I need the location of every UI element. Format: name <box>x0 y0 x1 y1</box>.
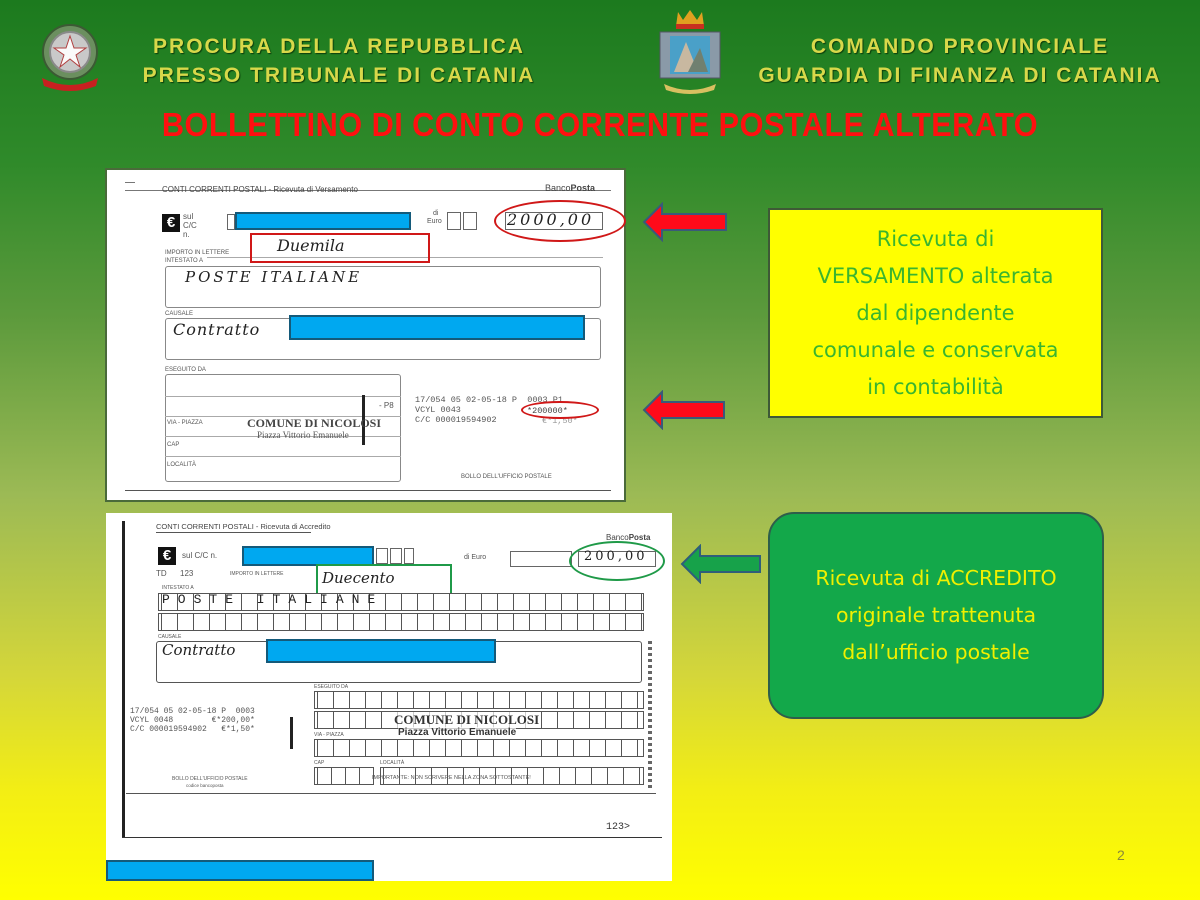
stamp-address: Piazza Vittorio Emanuele <box>398 727 517 738</box>
p8-mark: - P8 <box>379 401 394 410</box>
receipt-header: CONTI CORRENTI POSTALI - Ricevuta di Versamento <box>162 185 358 194</box>
redacted-account-number <box>235 212 411 230</box>
euro-label-top: di <box>433 210 439 217</box>
euro-label: di Euro <box>464 554 487 561</box>
print-fee: €*1,50* <box>542 416 578 426</box>
redacted-account-number <box>242 546 374 566</box>
guardia-di-finanza-crest-icon <box>656 6 724 94</box>
brand-prefix: Banco <box>606 533 629 542</box>
divider <box>125 490 611 491</box>
print-line-3: C/C 000019594902 <box>415 415 497 425</box>
divider <box>165 456 401 457</box>
cap-label: CAP <box>314 760 325 766</box>
account-cell <box>227 214 235 230</box>
red-highlight-ellipse <box>521 401 599 419</box>
amount-cell <box>447 212 461 230</box>
euro-icon: € <box>158 547 176 565</box>
warning-text: IMPORTANTE: NON SCRIVERE NELLA ZONA SOTTOSTANTE! <box>372 775 531 781</box>
receipt-versamento <box>105 168 626 502</box>
print-line-1: 17/054 05 02-05-18 P 0003 <box>130 707 255 716</box>
header-left-line1: PROCURA DELLA REPUBBLICA <box>153 35 525 58</box>
divider <box>126 793 656 794</box>
cap-cells-row <box>314 767 374 785</box>
redacted-bottom-field <box>106 860 374 881</box>
bollo-label: BOLLO DELL'UFFICIO POSTALE <box>172 776 248 782</box>
print-line-1: 17/054 05 02-05-18 P 0003 P1 <box>415 395 563 405</box>
callout-line: VERSAMENTO alterata <box>817 263 1054 288</box>
causale-label: CAUSALE <box>158 634 182 640</box>
via-label: VIA - PIAZZA <box>314 732 344 738</box>
callout-line: in contabilità <box>867 374 1004 399</box>
divider <box>122 837 662 838</box>
redacted-causale <box>289 315 585 340</box>
ink-mark <box>290 717 293 749</box>
eseguito-cells-row-1 <box>314 691 644 709</box>
slide-number: 2 <box>1117 847 1125 863</box>
green-arrow-left-icon <box>680 544 762 589</box>
callout-line: Ricevuta di ACCREDITO <box>815 566 1057 590</box>
eseguito-label: ESEGUITO DA <box>314 684 349 690</box>
stamp-municipality: COMUNE DI NICOLOSI <box>394 712 540 727</box>
print-line-3: C/C 000019594902 €*1,50* <box>130 725 255 734</box>
brand-suffix: Posta <box>570 183 596 193</box>
print-amount: *200000* <box>527 406 568 416</box>
italian-republic-emblem-icon <box>38 22 102 94</box>
divider <box>165 396 401 397</box>
receipt-accredito <box>106 513 672 881</box>
divider <box>125 182 135 183</box>
callout-line: originale trattenuta <box>835 603 1037 627</box>
account-label: sul C/C n. <box>182 551 218 560</box>
header-right-org <box>736 32 1184 90</box>
handwritten-amount-words: Duemila <box>277 236 345 255</box>
brand-prefix: Banco <box>545 183 571 193</box>
bollo-sub: codice bancoposta <box>186 783 224 788</box>
amount-words-label: IMPORTO IN LETTERE <box>165 250 230 256</box>
bollo-label: BOLLO DELL'UFFICIO POSTALE <box>461 474 552 480</box>
amount-cell-group <box>510 551 572 567</box>
code-line: 123> <box>606 822 631 833</box>
callout-line: dall’ufficio postale <box>842 640 1030 664</box>
handwritten-amount: 200,00 <box>584 549 648 564</box>
localita-label: LOCALITÀ <box>380 760 405 766</box>
header-left-org <box>124 32 554 90</box>
via-label: VIA - PIAZZA <box>167 420 203 426</box>
intestato-label: INTESTATO A <box>162 585 194 591</box>
via-cells-row <box>314 739 644 757</box>
callout-line: Ricevuta di <box>876 226 995 251</box>
handwritten-amount: 2000,00 <box>507 210 595 229</box>
intestato-cells-row-2 <box>158 613 644 631</box>
red-arrow-left-icon <box>642 202 728 247</box>
localita-label: LOCALITÀ <box>167 462 197 468</box>
page-title: BOLLETTINO DI CONTO CORRENTE POSTALE ALTERATO <box>161 106 1039 143</box>
euro-label <box>427 210 442 226</box>
brand-suffix: Posta <box>628 533 651 542</box>
handwritten-intestato: POSTE ITALIANE <box>162 592 384 607</box>
redacted-causale <box>266 639 496 663</box>
td-label: TD <box>156 569 167 578</box>
print-line-2: VCYL 0048 €*200,00* <box>130 716 255 725</box>
header-left-line2: PRESSO TRIBUNALE DI CATANIA <box>142 64 536 87</box>
stamp-municipality: COMUNE DI NICOLOSI <box>247 416 382 430</box>
callout-line: comunale e conservata <box>812 337 1059 362</box>
td-value: 123 <box>180 569 194 578</box>
intestato-label: INTESTATO A <box>165 258 204 264</box>
account-cell <box>390 548 402 564</box>
account-label: sul C/C n. <box>183 212 197 239</box>
handwritten-causale: Contratto <box>162 641 236 659</box>
red-arrow-left-icon <box>642 390 726 435</box>
divider <box>156 532 311 533</box>
account-cell <box>404 548 414 564</box>
euro-label-bottom: Euro <box>427 218 442 225</box>
callout-line: dal dipendente <box>856 300 1015 325</box>
red-highlight-ellipse <box>494 200 626 242</box>
account-cell <box>376 548 388 564</box>
header-right-line1: COMANDO PROVINCIALE <box>810 35 1110 58</box>
amount-cell <box>463 212 477 230</box>
cap-label: CAP <box>167 442 180 448</box>
amount-words-label: IMPORTO IN LETTERE <box>230 571 284 577</box>
euro-icon: € <box>162 214 180 232</box>
handwritten-causale: Contratto <box>173 320 261 339</box>
green-highlight-ellipse <box>569 541 665 581</box>
callout-versamento <box>768 208 1103 418</box>
print-line-2: VCYL 0043 <box>415 405 461 415</box>
causale-label: CAUSALE <box>165 311 194 317</box>
receipt-header: CONTI CORRENTI POSTALI - Ricevuta di Accredito <box>156 522 331 531</box>
eseguito-label: ESEGUITO DA <box>165 367 206 373</box>
callout-accredito <box>768 512 1104 719</box>
edge-line <box>122 521 125 837</box>
handwritten-amount-words: Duecento <box>322 569 395 587</box>
vertical-print-strip <box>648 641 652 791</box>
bancoposta-brand <box>545 183 595 193</box>
stamp-address: Piazza Vittorio Emanuele <box>257 430 349 440</box>
handwritten-intestato: POSTE ITALIANE <box>185 268 363 286</box>
header-right-line2: GUARDIA DI FINANZA DI CATANIA <box>758 64 1162 87</box>
